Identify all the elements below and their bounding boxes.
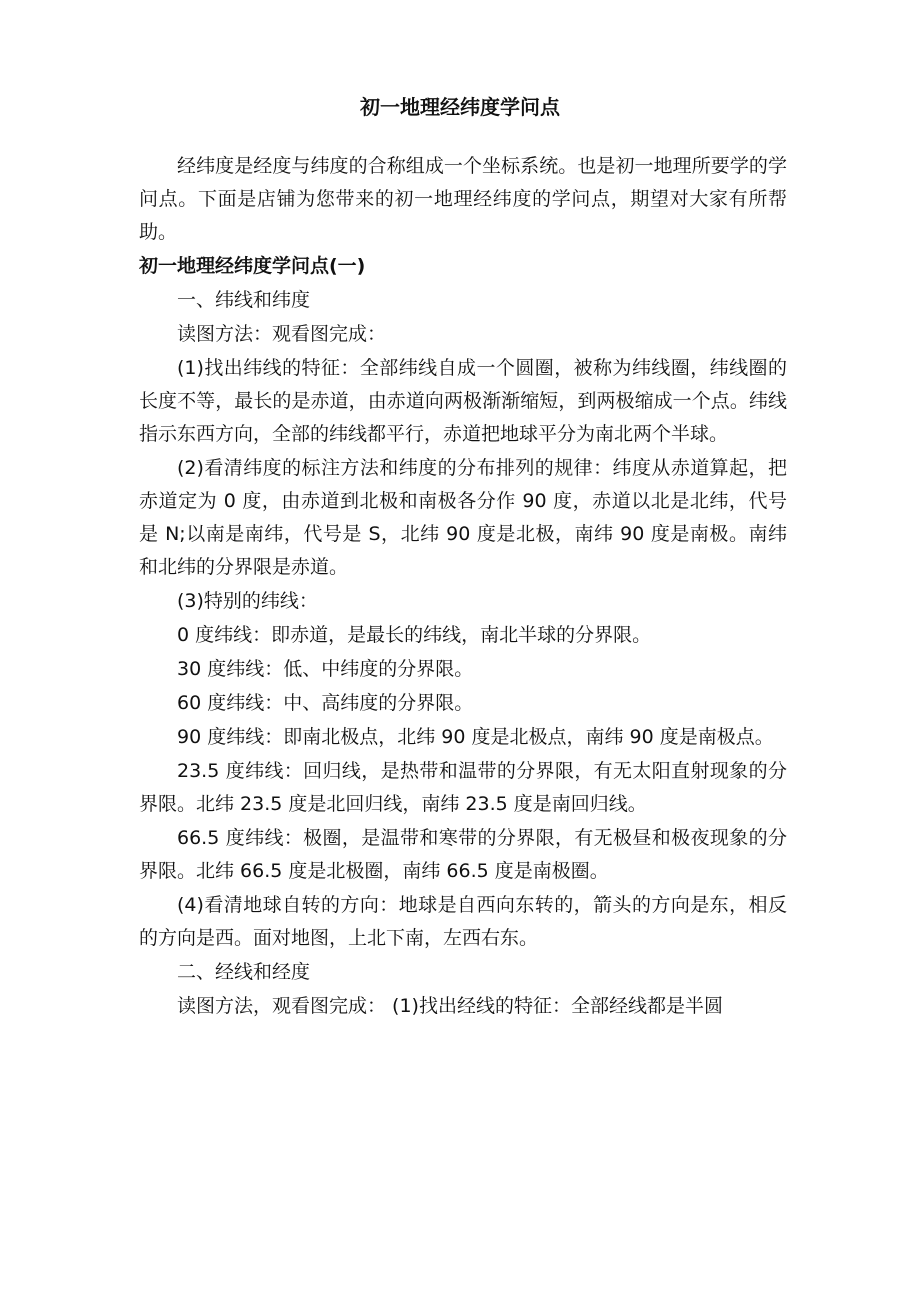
longitude-reading-paragraph: 读图方法，观看图完成： (1)找出经线的特征：全部经线都是半圆 <box>177 995 723 1017</box>
special-latitudes-heading: (3)特别的纬线： <box>177 590 318 612</box>
latitude-23-5-paragraph: 23.5 度纬线：回归线，是热带和温带的分界限，有无太阳直射现象的分界限。北纬 23.5 度是北回归线，南纬 23.5 度是南回归线。 <box>139 760 787 815</box>
latitude-marking-paragraph: (2)看清纬度的标注方法和纬度的分布排列的规律：纬度从赤道算起，把赤道定为 0 度，由赤道到北极和南极各分作 90 度，赤道以北是北纬，代号是 N;以南是南纬，代号是 S，北纬 90 度是北极，南纬 90 度是南极。南纬和北纬的分界限是赤道。 <box>139 457 787 578</box>
latitude-lines-features-paragraph: (1)找出纬线的特征：全部纬线自成一个圆圈，被称为纬线圈，纬线圈的长度不等，最长的是赤道，由赤道向两极渐渐缩短，到两极缩成一个点。纬线指示东西方向，全部的纬线都平行，赤道把地球平分为南北两个半球。 <box>139 357 787 445</box>
document-title: 初一地理经纬度学问点 <box>360 95 560 119</box>
latitude-66-5-paragraph: 66.5 度纬线：极圈，是温带和寒带的分界限，有无极昼和极夜现象的分界限。北纬 66.5 度是北极圈，南纬 66.5 度是南极圈。 <box>139 827 787 882</box>
subsection-heading-longitude: 二、经线和经度 <box>177 961 311 983</box>
reading-method-paragraph: 读图方法：观看图完成： <box>177 323 387 345</box>
document-body <box>139 150 787 1024</box>
intro-paragraph: 经纬度是经度与纬度的合称组成一个坐标系统。也是初一地理所要学的学问点。下面是店铺为您带来的初一地理经纬度的学问点，期望对大家有所帮助。 <box>139 155 787 243</box>
latitude-30-paragraph: 30 度纬线：低、中纬度的分界限。 <box>177 658 474 680</box>
latitude-0-paragraph: 0 度纬线：即赤道，是最长的纬线，南北半球的分界限。 <box>177 624 652 646</box>
latitude-90-paragraph: 90 度纬线：即南北极点，北纬 90 度是北极点，南纬 90 度是南极点。 <box>177 726 774 748</box>
latitude-60-paragraph: 60 度纬线：中、高纬度的分界限。 <box>177 692 474 714</box>
section-heading: 初一地理经纬度学问点(一) <box>139 255 366 277</box>
earth-rotation-paragraph: (4)看清地球自转的方向：地球是自西向东转的，箭头的方向是东，相反的方向是西。面对地图，上北下南，左西右东。 <box>139 894 787 949</box>
subsection-heading-latitude: 一、纬线和纬度 <box>177 289 311 311</box>
